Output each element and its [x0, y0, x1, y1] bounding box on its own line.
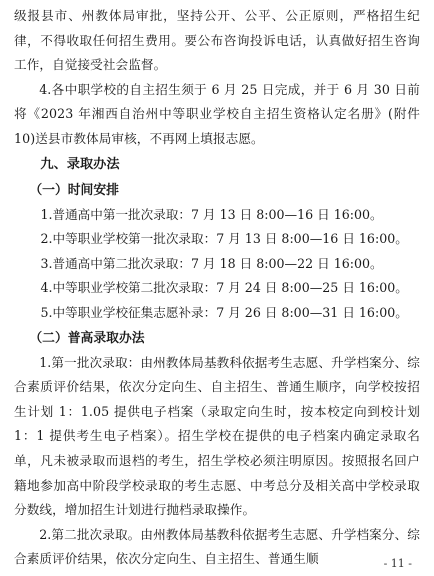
rule-second-batch: 2.第二批次录取。由州教体局基教科依据考生志愿、升学档案分、综合素质评价结果，依次分定向生、自主招生、普通生顺 [14, 526, 420, 567]
paragraph-continued: 级报县市、州教体局审批，坚持公开、公平、公正原则，严格招生纪律，不得收取任何招生费用。要公布咨询投诉电话，认真做好招生咨询工作，自觉接受社会监督。 [14, 8, 420, 73]
subsection-title-high-school-admission: （二）普高录取办法 [29, 330, 145, 346]
section-title-admission-method: 九、录取办法 [40, 156, 120, 172]
subsection-title-schedule: （一）时间安排 [29, 182, 119, 198]
schedule-item-2: 2.中等职业学校第一批次录取：7 月 13 日 8:00—16 日 16:00。 [40, 231, 408, 247]
paragraph-item-4: 4.各中职学校的自主招生须于 6 月 25 日完成，并于 6 月 30 日前将《2023 年湘西自治州中等职业学校自主招生资格认定名册》(附件 10)送县市教体局审核，不再网上填报志愿。 [14, 81, 420, 146]
schedule-item-3: 3.普通高中第二批次录取：7 月 18 日 8:00—22 日 16:00。 [40, 255, 383, 271]
page-number: - 11 - [383, 557, 412, 570]
schedule-item-4: 4.中等职业学校第二批次录取：7 月 24 日 8:00—25 日 16:00。 [40, 280, 408, 296]
rule-first-batch: 1.第一批次录取：由州教体局基教科依据考生志愿、升学档案分、综合素质评价结果，依次分定向生、自主招生、普通生顺序，向学校按招生计划 1：1.05 提供电子档案（录取定向生时，按本校定向到校计划 1：1 提供考生电子档案）。招生学校在提供的电子档案内确定录取名单，凡未被录取而退档的考生，招生学校必须注明原因。按照报名回户籍地参加高中阶段学校录取的考生志愿、中考总分及相关高中学校录取分数线，增加招生计划进行抛档录取操作。 [14, 354, 420, 518]
schedule-item-1: 1.普通高中第一批次录取：7 月 13 日 8:00—16 日 16:00。 [40, 206, 383, 222]
schedule-item-5: 5.中等职业学校征集志愿补录：7 月 26 日 8:00—31 日 16:00。 [40, 304, 408, 320]
